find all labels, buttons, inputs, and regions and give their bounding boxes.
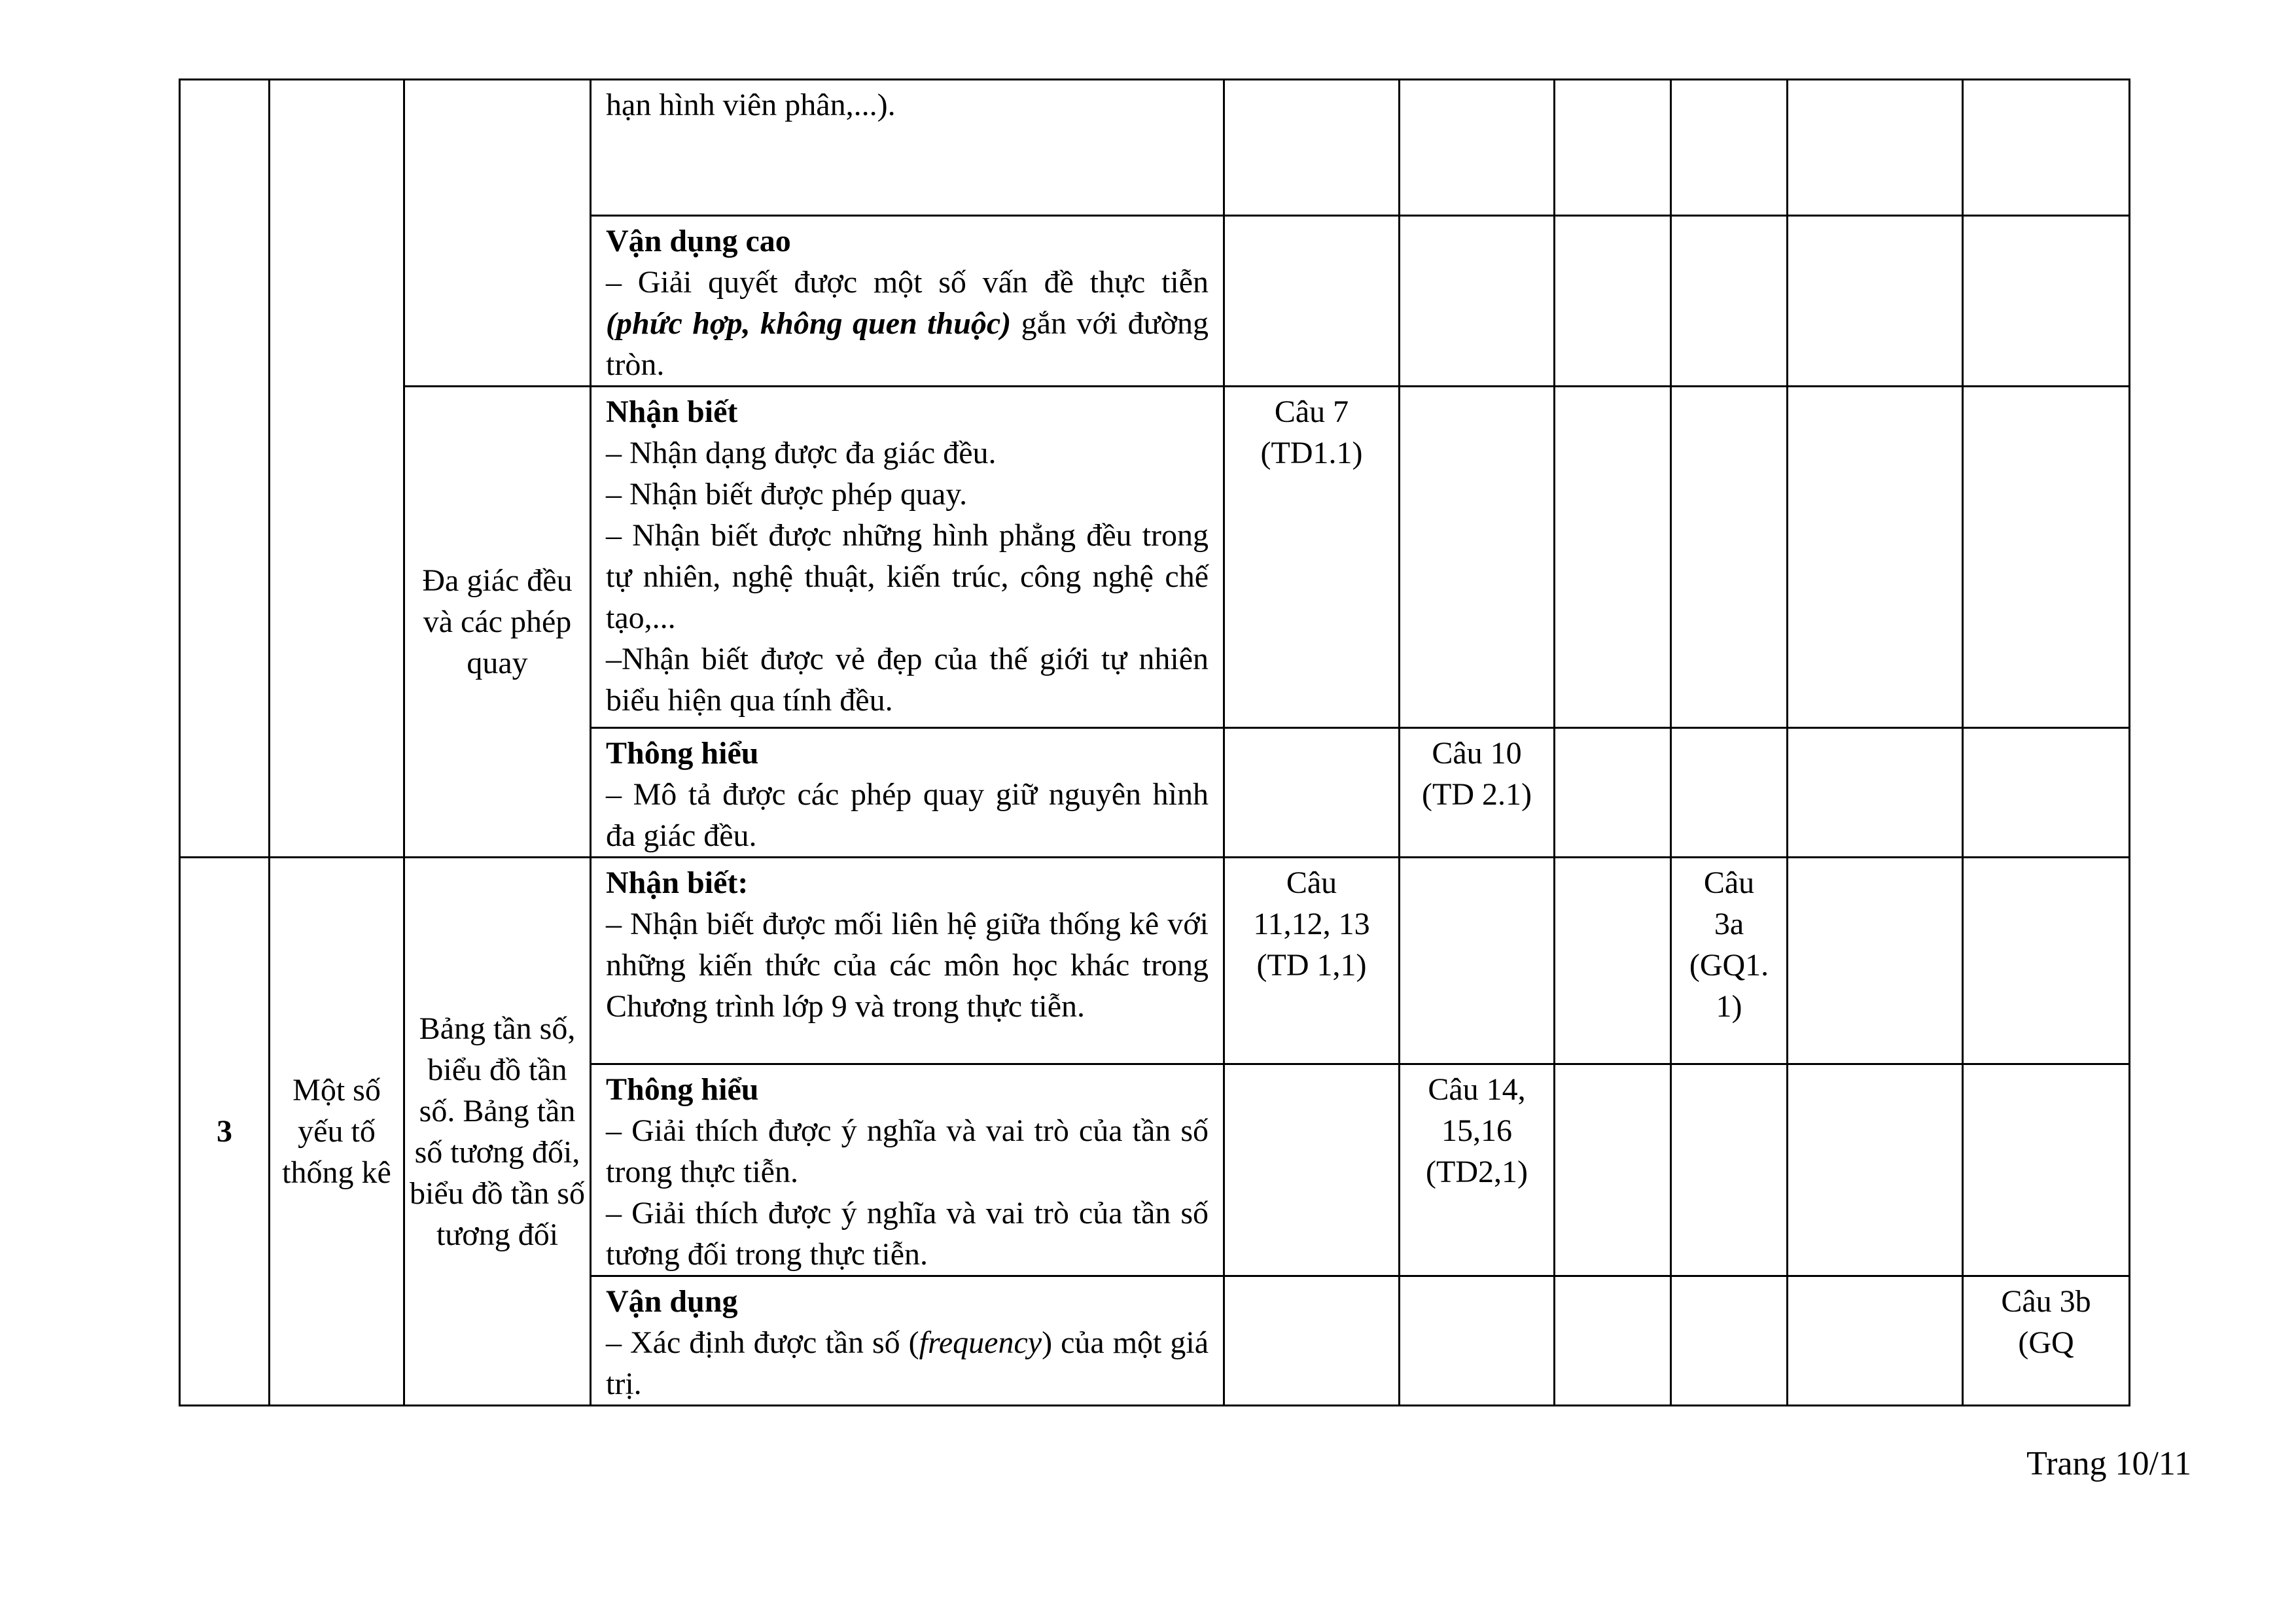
requirement-cell [591,728,1224,858]
level-label: Thông hiểu [606,736,759,771]
requirement-text: – Mô tả được các phép quay giữ nguyên hình đa giác đều. [606,777,1209,853]
table-row [180,80,2130,216]
requirement-item: – Nhận dạng được đa giác đều. [606,436,997,470]
topic-cell [404,387,591,858]
level-label: Nhận biết: [606,865,749,900]
chapter-label: Một số yếu tố thống kê [282,1073,391,1190]
topic-cell [404,80,591,387]
requirement-text: – Nhận biết được mối liên hệ giữa thống kê với những kiến thức của các môn học khác trong Chương trình lớp 9 và trong thực tiễn. [606,907,1209,1024]
topic-label: Đa giác đều và các phép quay [422,563,573,680]
requirement-text: – Xác định được tần số (frequency) của một giá trị. [606,1325,1209,1401]
table-row [180,387,2130,728]
chapter-cell [270,80,404,858]
requirement-cell [591,216,1224,387]
level-label: Nhận biết [606,394,738,429]
section-number-cell [180,858,270,1406]
chapter-cell [270,858,404,1406]
question-cell: Câu 10 (TD 2.1) [1400,728,1555,858]
level-label: Vận dụng [606,1284,738,1319]
requirement-item: – Nhận biết được những hình phẳng đều trong tự nhiên, nghệ thuật, kiến trúc, công nghệ chế tạo,... [606,518,1209,635]
topic-cell [404,858,591,1406]
requirement-cell [591,1064,1224,1276]
requirement-text: hạn hình viên phân,...). [606,88,896,122]
requirement-cell [591,1276,1224,1406]
requirement-item: – Giải thích được ý nghĩa và vai trò của tần số trong thực tiễn. [606,1113,1209,1189]
table-row [180,858,2130,1064]
level-label: Thông hiểu [606,1072,759,1107]
question-cell: Câu 3b (GQ [1963,1276,2130,1406]
section-number-cell [180,80,270,858]
question-cell: Câu 3a (GQ1. 1) [1671,858,1788,1064]
requirement-cell [591,858,1224,1064]
specification-matrix-table [179,79,2130,1406]
requirement-item: – Giải thích được ý nghĩa và vai trò của tần số tương đối trong thực tiễn. [606,1196,1209,1272]
question-cell: Câu 11,12, 13 (TD 1,1) [1224,858,1400,1064]
requirement-item: –Nhận biết được vẻ đẹp của thế giới tự nhiên biểu hiện qua tính đều. [606,642,1209,718]
page-number: Trang 10/11 [2026,1445,2191,1482]
requirement-cell [591,80,1224,216]
section-number: 3 [217,1114,232,1149]
requirement-text: – Giải quyết được một số vấn đề thực tiễn (phức hợp, không quen thuộc) gắn với đường tròn. [606,265,1209,382]
topic-label: Bảng tần số, biểu đồ tần số. Bảng tần số tương đối, biểu đồ tần số tương đối [410,1011,585,1252]
question-cell: Câu 7 (TD1.1) [1224,387,1400,728]
level-label: Vận dụng cao [606,224,791,258]
requirement-cell [591,387,1224,728]
requirement-item: – Nhận biết được phép quay. [606,477,968,512]
question-cell: Câu 14, 15,16 (TD2,1) [1400,1064,1555,1276]
